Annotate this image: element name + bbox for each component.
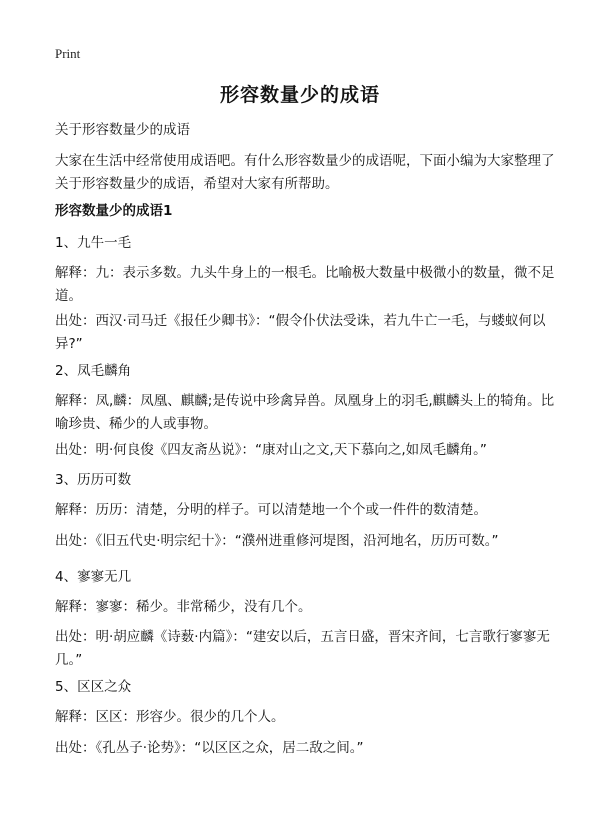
entry-source: 出处：西汉·司马迁《报任少卿书》：“假令仆伏法受诛，若九牛亡一毛，与蝼蚁何以异?”	[55, 313, 546, 352]
entry-explanation: 解释：寥寥：稀少。非常稀少，没有几个。	[55, 599, 312, 615]
print-label: Print	[55, 46, 81, 61]
entry-heading: 2、凤毛麟角	[55, 363, 132, 379]
entry-source: 出处：《孔丛子·论势》：“以区区之众，居二敌之间。”	[55, 740, 364, 756]
intro-paragraph: 大家在生活中经常使用成语吧。有什么形容数量少的成语呢，下面小编为大家整理了关于形容数量少的成语，希望对大家有所帮助。	[55, 153, 555, 192]
entry-source: 出处：明·胡应麟《诗薮·内篇》：“建安以后，五言日盛，晋宋齐间，七言歌行寥寥无几。”	[55, 629, 550, 668]
entry-explanation: 解释：九：表示多数。九头牛身上的一根毛。比喻极大数量中极微小的数量，微不足道。	[55, 265, 555, 304]
entry-heading: 4、寥寥无几	[55, 569, 132, 585]
entry-explanation: 解释：区区：形容少。很少的几个人。	[55, 709, 285, 725]
page-title: 形容数量少的成语	[219, 84, 380, 106]
entry-heading: 5、区区之众	[55, 679, 132, 695]
entry-source: 出处：《旧五代史·明宗纪十》：“濮州进重修河堤图，沿河地名，历历可数。”	[55, 533, 499, 549]
subtitle-paragraph: 关于形容数量少的成语	[55, 122, 190, 138]
section-heading: 形容数量少的成语1	[55, 203, 173, 219]
entry-heading: 3、历历可数	[55, 472, 132, 488]
entry-explanation: 解释：历历：清楚，分明的样子。可以清楚地一个个或一件件的数清楚。	[55, 502, 487, 518]
entry-heading: 1、九牛一毛	[55, 235, 132, 251]
entry-explanation: 解释：凤,麟：凤凰、麒麟;是传说中珍禽异兽。凤凰身上的羽毛,麒麟头上的犄角。比喻珍贵、稀少的人或事物。	[55, 393, 555, 432]
entry-source: 出处：明·何良俊《四友斋丛说》：“康对山之文,天下慕向之,如凤毛麟角。”	[55, 442, 487, 458]
